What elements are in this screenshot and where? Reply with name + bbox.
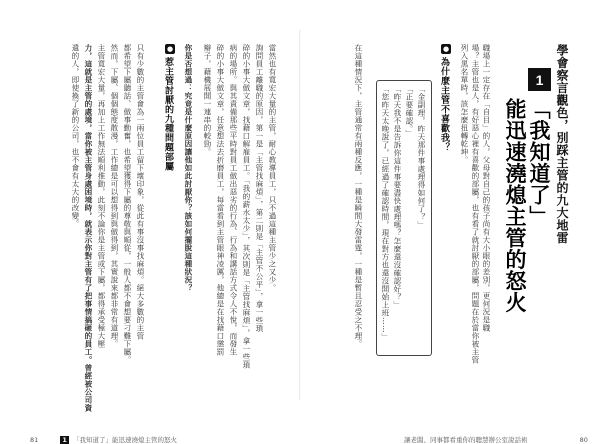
left-para1-line-4: 病的場所。與其責備那些平時對員工做出惡劣的行為、行為和講話方式令人不悅，而發生 bbox=[228, 44, 238, 356]
left-para2-line-2: 都希望下屬聽話、做事勤奮，也希望獲得下屬的尊敬與順從，一般人都不會想要刁難下屬。 bbox=[122, 44, 132, 364]
chapter-subtitle: 學會察言觀色，別踩主管的九大地雷 bbox=[555, 44, 569, 244]
left-para2-line-5: 力，這就是主管的處境，當你被主管身處困境時，就表示你對主管有了把事情搞砸的員工。曾經被公司資 bbox=[83, 44, 93, 412]
heading-marker-icon: ● bbox=[442, 45, 450, 53]
left-para2-line-3: 然而，下屬、個個態度散漫，工作總是可以想得到與做得到，其實說來都非常有道理。 bbox=[109, 44, 119, 348]
quote-line-1: 「金副理，昨天那件事處理得如何了？」 bbox=[416, 85, 426, 229]
right-footer bbox=[404, 435, 588, 444]
chapter-tab: 1 bbox=[62, 436, 67, 444]
intro-line-2: 場？主管也是人，有好惡心裡有喜歡的部屬，也有看了就討厭的部屬，問題在於當你被主管 bbox=[470, 44, 480, 364]
chapter-title-line1: 「我知道了」 bbox=[527, 98, 551, 227]
left-running-head: 「我知道了」能迅速澆熄主管的怒火 bbox=[72, 436, 177, 444]
after-quote-line-1: 在這種情況下，主管通常有兩種反應，一種是瞬間大發雷霆，一種是暫且忍受之不理。 bbox=[353, 44, 363, 348]
left-para1-line-5: 碎的小事大做文章，任意想法去折磨員工，每當看到主管眼神凌厲，他總是在找藉口懲罰 bbox=[215, 44, 225, 356]
quote-line-3: 「昨天我不是告訴你這件事要盡快處理嗎？怎麼還沒確認好？」 bbox=[392, 85, 402, 309]
intro-line-1: 職場上一定存在「自目」的人，父母對自己的孩子尚有大小眼的差別，更何況是職 bbox=[481, 44, 491, 332]
left-page bbox=[24, 40, 286, 444]
heading-marker-icon: ● bbox=[166, 45, 174, 53]
left-para2-line-4: 主管寬宏大量，再加上工作無法順利推動，此刻不論你是主管或下屬，都得承受極大壓 bbox=[96, 44, 106, 348]
left-para1-line-1: 當然也有寬宏大量的主管，耐心教導員工，只不過這種主管少之又少。 bbox=[267, 44, 277, 292]
section1-heading: ● 為什麼主管不喜歡我？ bbox=[439, 45, 450, 152]
left-para1-line-3: 碎的小事大做文章，找藉口解雇員工。「我的薪水太少」，其次則是「主管找麻煩」，拿一些瑣 bbox=[241, 44, 251, 369]
right-page bbox=[314, 40, 588, 444]
book-gutter bbox=[299, 30, 301, 400]
left-para2-line-1: 只有少數的主管會為一兩位員工留下壞印象，從此有事沒事找麻煩。絕大多數的主管 bbox=[135, 44, 145, 340]
left-footer bbox=[30, 435, 177, 444]
dialogue-box bbox=[376, 80, 432, 356]
quote-line-2: 「正要確認。」 bbox=[404, 85, 414, 138]
left-folio: 81 bbox=[30, 436, 39, 444]
left-para2-line-6: 遣的人，即使換了新的公司，也不會有太大的改變。 bbox=[70, 44, 80, 228]
intro-line-3: 列入黑名單時，該怎麼扭轉乾坤。 bbox=[459, 44, 469, 164]
right-folio: 80 bbox=[579, 436, 588, 444]
section2-heading: ● 惹主管討厭的九種問題部屬 bbox=[163, 45, 174, 171]
quote-line-4: 「您昨天太晚說了，已經過了確認時間，現在對方也還沒開始上班……」 bbox=[380, 85, 390, 341]
chapter-number-badge: 1 bbox=[528, 68, 551, 91]
right-running-head: 讓老闆、同事都看重你的聰慧辦公室說話術 bbox=[404, 436, 528, 444]
chapter-title-line2: 能迅速澆熄主管的怒火 bbox=[503, 98, 527, 313]
left-para1-line-2: 詢問員工離職的原因，第一是「主管找麻煩」，第二則是「主管不公平」，拿一些瑣 bbox=[254, 44, 264, 333]
left-question-line: 你是否想過：究竟是什麼原因讓他如此討厭你？該如何擺脫這種狀況？ bbox=[183, 44, 193, 292]
left-para1-line-6: 辮子，藉機展開一連串的較勁。 bbox=[202, 44, 212, 156]
